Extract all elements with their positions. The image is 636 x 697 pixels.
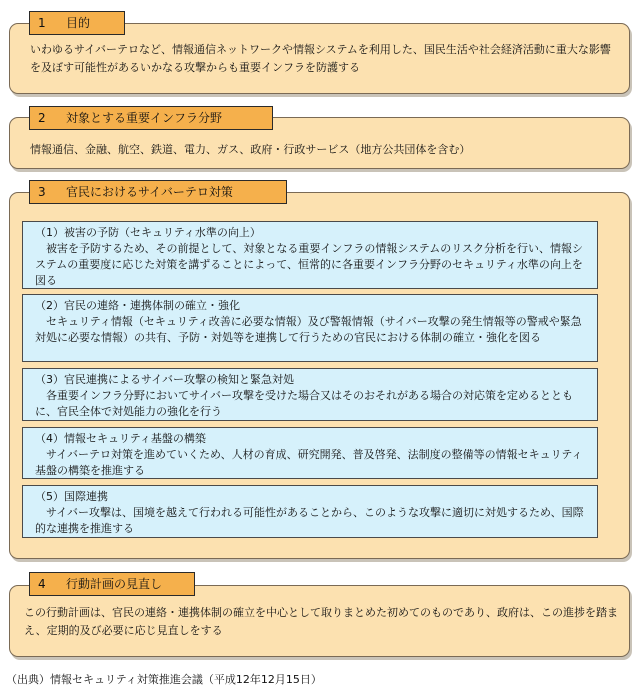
countermeasure-body: サイバー攻撃は、国境を越えて行われる可能性があることから、このような攻撃に適切に対処するため、国際的な連携を推進する	[35, 506, 584, 535]
section-3-number: 3	[38, 185, 46, 199]
section-2-text: 情報通信、金融、航空、鉄道、電力、ガス、政府・行政サービス（地方公共団体を含む）	[30, 143, 471, 156]
countermeasure-heading: （1）被害の予防（セキュリティ水準の向上）	[35, 226, 261, 239]
section-1-title: 目的	[66, 16, 91, 30]
countermeasure-body: セキュリティ情報（セキュリティ改善に必要な情報）及び警報情報（サイバー攻撃の発生情報等の警戒や緊急対処に必要な情報）の共有、予防・対処等を連携して行うための官民における体制の確立・強化を図る	[35, 315, 582, 344]
countermeasure-body: 被害を予防するため、その前提として、対象となる重要インフラの情報システムのリスク分析を行い、情報システムの重要度に応じた対策を講ずることによって、恒常的に各重要インフラ分野のセキュリティ水準の向上を図る	[35, 242, 584, 287]
section-4-title: 行動計画の見直し	[66, 577, 163, 591]
section-4-number: 4	[38, 577, 46, 591]
countermeasure-heading: （3）官民連携によるサイバー攻撃の検知と緊急対処	[35, 373, 295, 386]
countermeasure-item	[22, 294, 598, 362]
section-1-text: いわゆるサイバーテロなど、情報通信ネットワークや情報システムを利用した、国民生活や社会経済活動に重大な影響を及ぼす可能性があるいかなる攻撃からも重要インフラを防護する	[30, 43, 611, 74]
section-3-header	[29, 180, 287, 204]
countermeasure-item	[22, 427, 598, 479]
countermeasure-item	[22, 368, 598, 421]
section-4-header	[29, 572, 195, 596]
countermeasure-item	[22, 221, 598, 289]
section-3-title: 官民におけるサイバーテロ対策	[66, 185, 233, 199]
section-2-number: 2	[38, 111, 46, 125]
countermeasure-heading: （5）国際連携	[35, 490, 108, 503]
section-2-title: 対象とする重要インフラ分野	[66, 111, 223, 125]
source-note: （出典）情報セキュリティ対策推進会議（平成12年12月15日）	[6, 673, 322, 686]
countermeasure-heading: （4）情報セキュリティ基盤の構築	[35, 432, 206, 445]
section-1-header	[29, 11, 125, 35]
countermeasure-body: サイバーテロ対策を進めていくため、人材の育成、研究開発、普及啓発、法制度の整備等の情報セキュリティ基盤の構築を推進する	[35, 448, 583, 477]
section-4-text: この行動計画は、官民の連絡・連携体制の確立を中心として取りまとめた初めてのものであり、政府は、この進捗を踏まえ、定期的及び必要に応じ見直しをする	[24, 606, 618, 637]
countermeasure-heading: （2）官民の連絡・連携体制の確立・強化	[35, 299, 240, 312]
countermeasure-item	[22, 485, 598, 538]
section-1-number: 1	[38, 16, 46, 30]
section-2-header	[29, 106, 273, 130]
countermeasure-body: 各重要インフラ分野においてサイバー攻撃を受けた場合又はそのおそれがある場合の対応策を定めるとともに、官民全体で対処能力の強化を行う	[35, 389, 574, 418]
